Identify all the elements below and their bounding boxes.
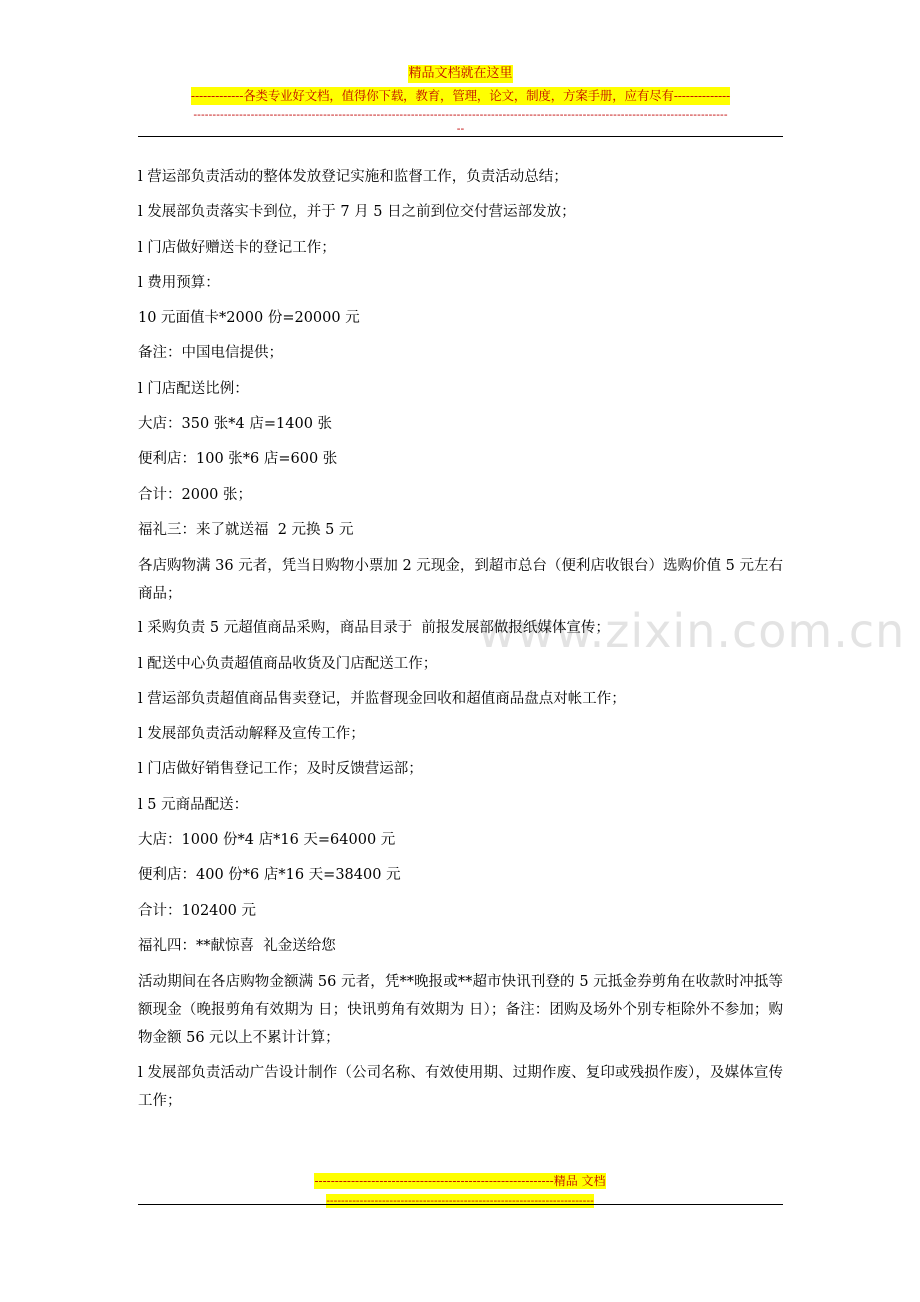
footer-line-2: ------------------------------------------------------------------------: [326, 1194, 594, 1207]
header-dash-line: --------------------------------------------------------------------------------------------------------------------------------------------: [193, 108, 728, 121]
paragraph: l 门店配送比例：: [138, 380, 249, 397]
paragraph: l 营运部负责超值商品售卖登记，并监督现金回收和超值商品盘点对帐工作；: [138, 690, 626, 707]
section-heading: 福礼三：来了就送福 2 元换 5 元: [138, 521, 354, 538]
page-footer: [290, 1170, 630, 1208]
paragraph: 大店：1000 份*4 店*16 天=64000 元: [138, 832, 396, 849]
paragraph: 便利店：400 份*6 店*16 天=38400 元: [138, 867, 401, 884]
footer-rule: [138, 1204, 783, 1205]
paragraph: 合计：102400 元: [138, 902, 256, 919]
paragraph: 合计：2000 张；: [138, 486, 253, 503]
paragraph: l 营运部负责活动的整体发放登记实施和监督工作，负责活动总结；: [138, 169, 568, 185]
paragraph: l 发展部负责落实卡到位，并于 7 月 5 日之前到位交付营运部发放；: [138, 204, 576, 221]
paragraph: 便利店：100 张*6 店=600 张: [138, 451, 338, 468]
paragraph: 活动期间在各店购物金额满 56 元者，凭**晚报或**超市快讯刊登的 5 元抵金券剪角在收款时冲抵等额现金（晚报剪角有效期为 日；快讯剪角有效期为 日）；备注：团购及场外个别专柜除外不参加；购物金额 56 元以上不累计计算；: [138, 974, 783, 1047]
paragraph: l 5 元商品配送：: [138, 796, 249, 813]
paragraph: l 配送中心负责超值商品收货及门店配送工作；: [138, 655, 438, 672]
page-header: [138, 62, 783, 136]
paragraph: l 发展部负责活动解释及宣传工作；: [138, 726, 365, 743]
paragraph: 备注：中国电信提供；: [138, 345, 283, 362]
paragraph: l 门店做好赠送卡的登记工作；: [138, 239, 336, 256]
watermark-text: www.zixin.com.cn: [478, 604, 906, 658]
paragraph: l 发展部负责活动广告设计制作（公司名称、有效使用期、过期作废、复印或残损作废），及媒体宣传工作；: [138, 1065, 783, 1110]
paragraph: 各店购物满 36 元者，凭当日购物小票加 2 元现金，到超市总台（便利店收银台）选购价值 5 元左右商品；: [138, 558, 783, 603]
header-rule: [138, 136, 783, 137]
header-dash-tail: --: [456, 122, 465, 135]
section-heading: 福礼四：**献惊喜 礼金送给您: [138, 937, 336, 954]
paragraph: l 采购负责 5 元超值商品采购，商品目录于 前报发展部做报纸媒体宣传；: [138, 620, 610, 637]
paragraph: 10 元面值卡*2000 份=20000 元: [138, 310, 360, 327]
paragraph: l 门店做好销售登记工作；及时反馈营运部；: [138, 761, 423, 778]
paragraph: l 费用预算：: [138, 274, 220, 291]
document-body: [138, 160, 783, 1118]
footer-line-1: -----------------------------------------------------------精品 文档: [314, 1174, 606, 1188]
paragraph: 大店：350 张*4 店=1400 张: [138, 416, 333, 433]
header-subtitle: -------------各类专业好文档，值得你下载，教育，管理，论文，制度，方案手册，应有尽有--------------: [190, 88, 731, 103]
header-title: 精品文档就在这里: [408, 66, 513, 81]
